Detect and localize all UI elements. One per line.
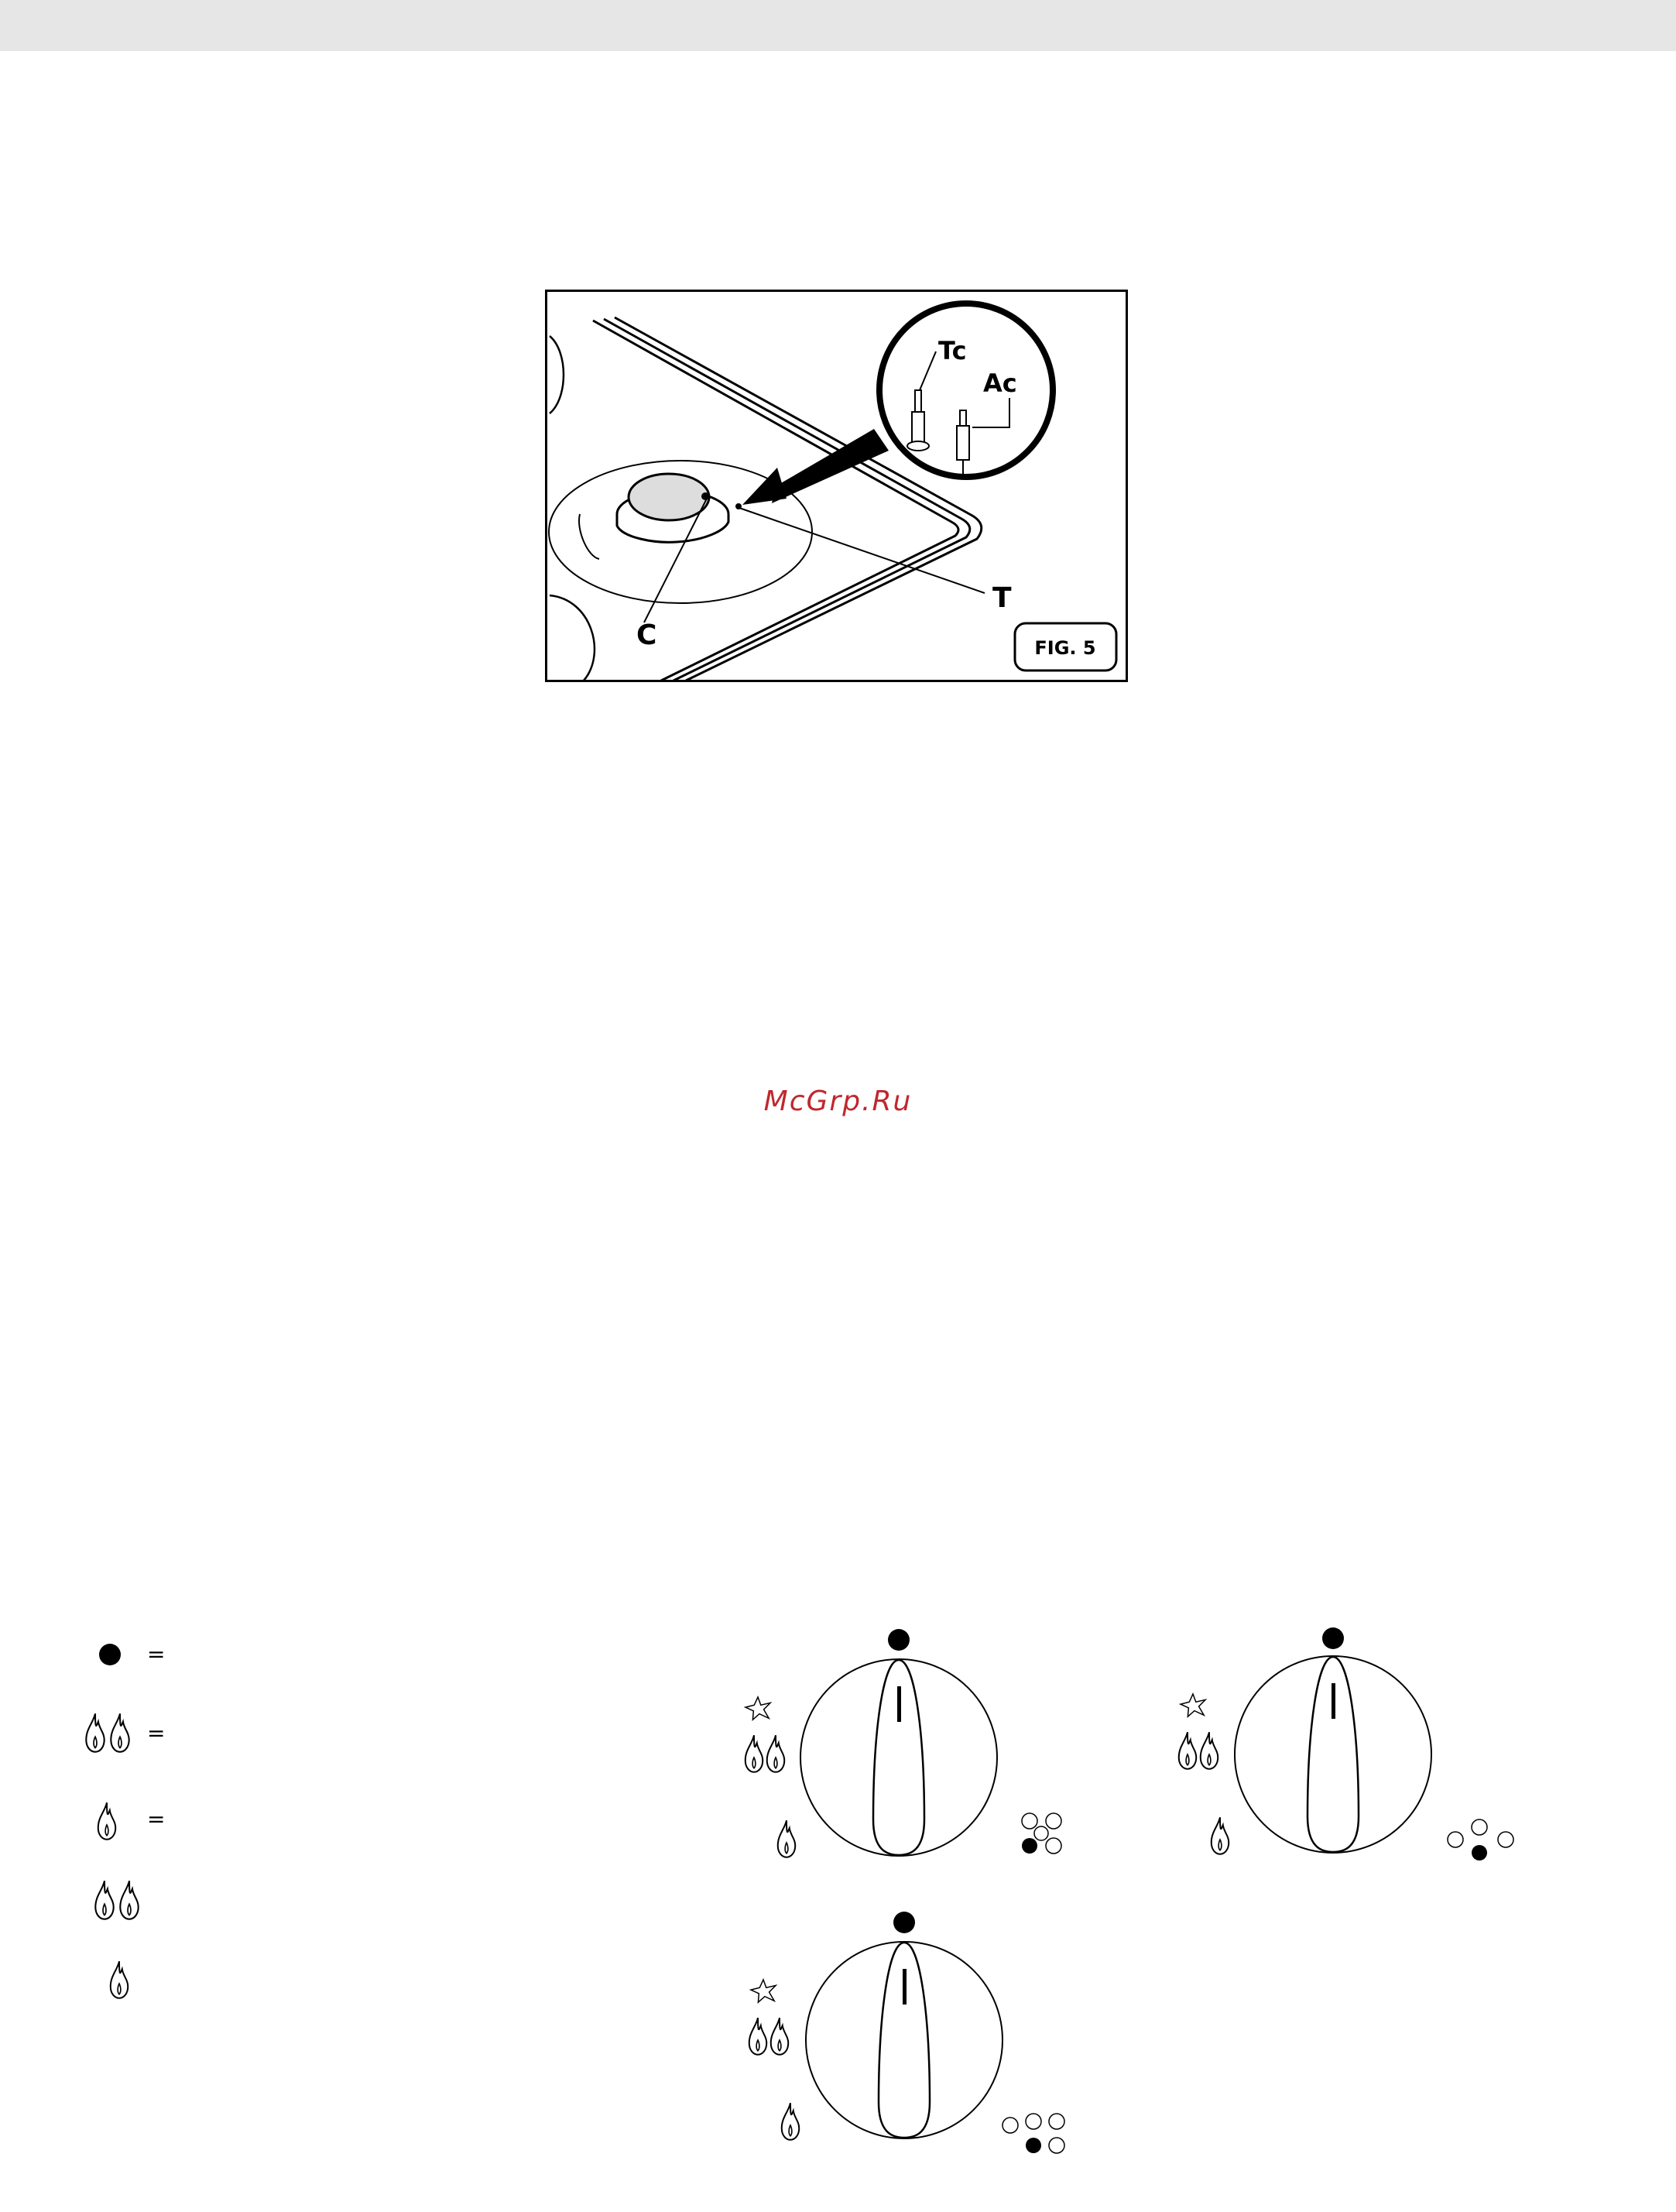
legend-equals-off: =	[147, 1641, 166, 1667]
single-flame-icon	[98, 1802, 116, 1840]
double-flame-icon	[120, 1881, 138, 1919]
burner-position-indicator	[1003, 2114, 1064, 2153]
double-flame-icon	[111, 1713, 129, 1751]
control-knob-1	[735, 1618, 1076, 1881]
double-flame-icon	[745, 1735, 763, 1772]
label-cap: C	[636, 619, 657, 651]
double-flame-icon	[95, 1881, 113, 1919]
legend-equals-min: =	[147, 1806, 166, 1832]
ignition-star-icon	[745, 1697, 770, 1720]
double-flame-icon	[1179, 1732, 1197, 1769]
burner-figure	[545, 290, 1128, 682]
double-flame-icon	[86, 1713, 104, 1751]
label-burner-crown: T	[992, 582, 1012, 614]
page-header-bar	[0, 0, 1676, 51]
single-flame-icon	[782, 2103, 800, 2140]
control-knob-3	[739, 1901, 1080, 2172]
control-knob-2	[1169, 1617, 1525, 1880]
watermark-text: McGrp.Ru	[763, 1085, 913, 1117]
legend-equals-max: =	[147, 1720, 166, 1746]
ignition-star-icon	[1181, 1694, 1205, 1716]
single-flame-icon	[778, 1820, 796, 1857]
single-flame-icon	[111, 1961, 129, 1998]
burner-position-indicator	[1448, 1819, 1513, 1860]
label-thermocouple: Tc	[938, 336, 967, 365]
double-flame-icon	[1201, 1732, 1218, 1769]
figure-caption: FIG. 5	[1034, 637, 1096, 659]
double-flame-icon	[767, 1735, 785, 1772]
burner-position-indicator	[1022, 1813, 1061, 1854]
off-dot-icon	[1322, 1627, 1344, 1649]
double-flame-icon	[771, 2018, 789, 2055]
legend-symbols	[77, 1622, 194, 2025]
single-flame-icon	[1212, 1817, 1229, 1854]
off-dot-icon	[893, 1912, 915, 1933]
double-flame-icon	[749, 2018, 767, 2055]
ignition-star-icon	[751, 1980, 776, 2002]
off-dot-icon	[888, 1629, 910, 1651]
off-dot-icon	[99, 1644, 121, 1665]
label-igniter: Ac	[983, 369, 1017, 398]
